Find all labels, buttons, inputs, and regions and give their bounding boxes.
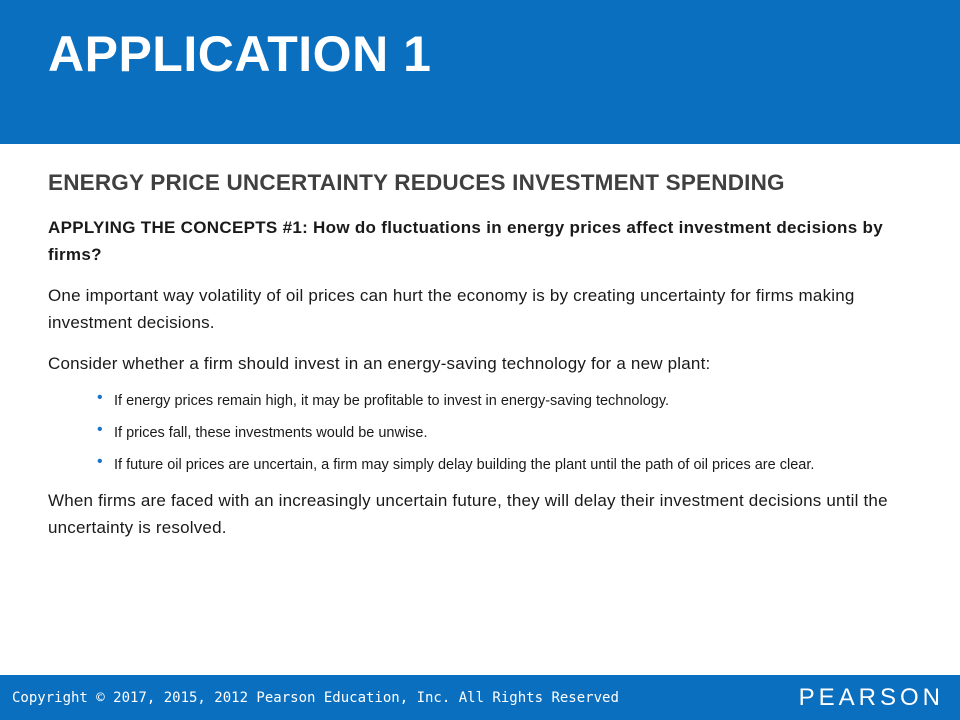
body-paragraph-1: One important way volatility of oil prices can hurt the economy is by creating uncertainty for firms making investment decisions. xyxy=(48,286,855,332)
slide-body xyxy=(48,168,928,555)
bullet-text: If future oil prices are uncertain, a firm may simply delay building the plant until the path of oil prices are clear. xyxy=(114,457,815,473)
bullet-icon: • xyxy=(97,453,103,470)
bullet-item xyxy=(96,391,928,411)
slide-title: APPLICATION 1 xyxy=(48,26,432,82)
title-banner xyxy=(0,0,960,144)
bullet-list xyxy=(48,391,928,475)
body-paragraph-2: Consider whether a firm should invest in an energy-saving technology for a new plant: xyxy=(48,354,711,373)
bullet-text: If energy prices remain high, it may be profitable to invest in energy-saving technology. xyxy=(114,393,670,409)
footer-bar xyxy=(0,675,960,720)
copyright-notice: Copyright © 2017, 2015, 2012 Pearson Education, Inc. All Rights Reserved xyxy=(12,690,619,706)
bullet-item xyxy=(96,423,928,443)
body-paragraph-3: When firms are faced with an increasingly uncertain future, they will delay their investment decisions until the uncertainty is resolved. xyxy=(48,491,888,537)
bullet-icon: • xyxy=(97,421,103,438)
pearson-logo: PEARSON xyxy=(798,684,944,711)
slide-subtitle: ENERGY PRICE UNCERTAINTY REDUCES INVESTMENT SPENDING xyxy=(48,170,785,195)
bullet-item xyxy=(96,455,928,475)
concept-question: APPLYING THE CONCEPTS #1: How do fluctuations in energy prices affect investment decisions by firms? xyxy=(48,218,883,264)
bullet-icon: • xyxy=(97,389,103,406)
bullet-text: If prices fall, these investments would be unwise. xyxy=(114,425,428,441)
